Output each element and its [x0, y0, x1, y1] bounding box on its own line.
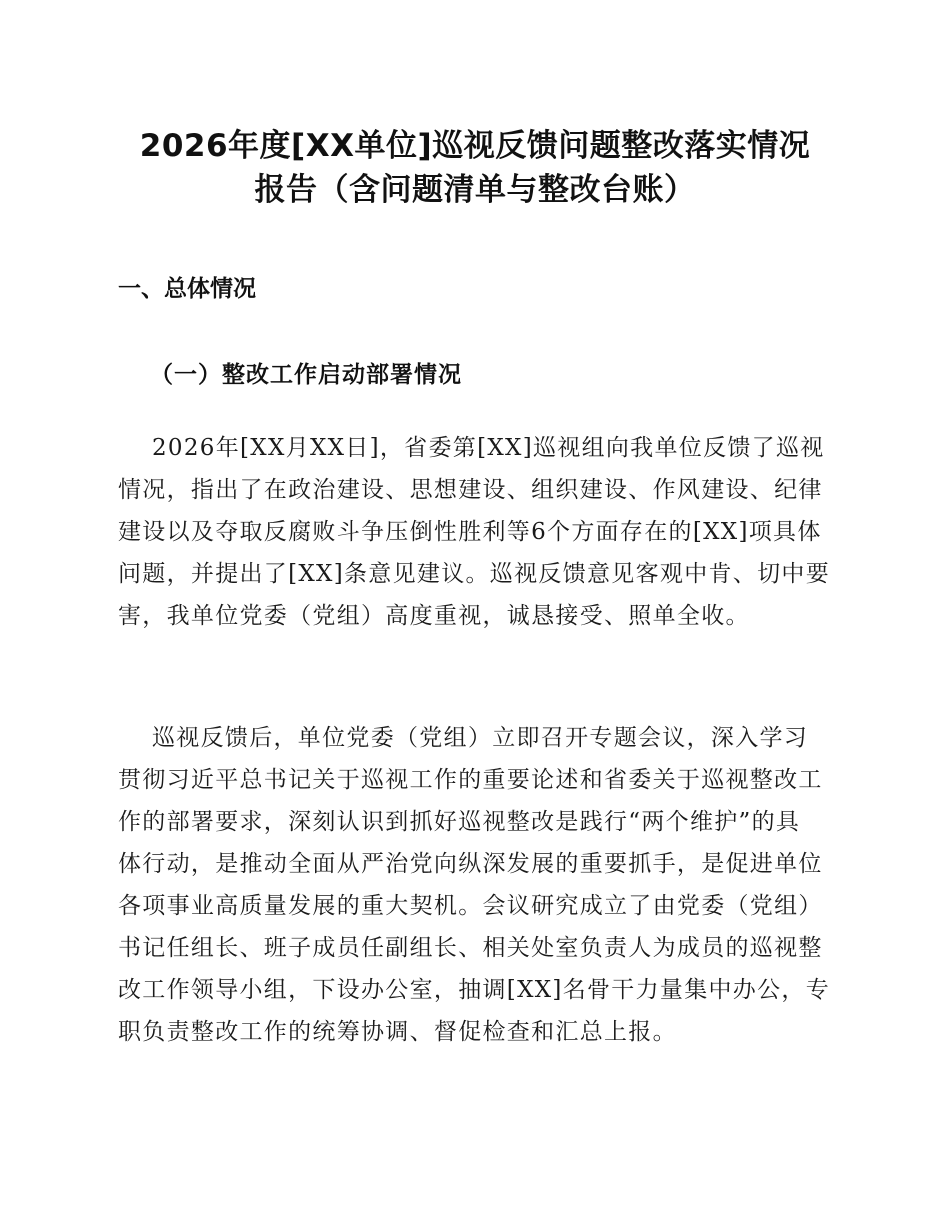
paragraph-1-line: 情况，指出了在政治建设、思想建设、组织建设、作风建设、纪律	[118, 477, 823, 503]
section-heading: 一、总体情况	[118, 276, 256, 302]
paragraph-2-line: 书记任组长、班子成员任副组长、相关处室负责人为成员的巡视整	[118, 935, 823, 961]
paragraph-2-line: 职负责整改工作的统筹协调、督促检查和汇总上报。	[118, 1019, 677, 1045]
paragraph-2-line: 各项事业高质量发展的重大契机。会议研究成立了由党委（党组）	[118, 893, 823, 919]
document-title-line-2: 报告（含问题清单与整改台账）	[254, 172, 696, 208]
paragraph-2-line: 体行动，是推动全面从严治党向纵深发展的重要抓手，是促进单位	[118, 851, 823, 877]
paragraph-1-line: 问题，并提出了[XX]条意见建议。巡视反馈意见客观中肯、切中要	[118, 561, 830, 587]
paragraph-2-line: 巡视反馈后，单位党委（党组）立即召开专题会议，深入学习	[152, 725, 809, 751]
document-title-line-1: 2026年度[XX单位]巡视反馈问题整改落实情况	[139, 128, 811, 164]
paragraph-1-line: 害，我单位党委（党组）高度重视，诚恳接受、照单全收。	[118, 603, 750, 629]
subsection-heading: （一）整改工作启动部署情况	[150, 361, 462, 388]
paragraph-2-line: 贯彻习近平总书记关于巡视工作的重要论述和省委关于巡视整改工	[118, 767, 823, 793]
paragraph-1-line: 2026年[XX月XX日]，省委第[XX]巡视组向我单位反馈了巡视	[152, 435, 825, 461]
paragraph-2	[118, 717, 836, 1053]
paragraph-1-line: 建设以及夺取反腐败斗争压倒性胜利等6个方面存在的[XX]项具体	[118, 519, 822, 545]
paragraph-2-line: 改工作领导小组，下设办公室，抽调[XX]名骨干力量集中办公，专	[118, 977, 830, 1003]
paragraph-2-line: 作的部署要求，深刻认识到抓好巡视整改是践行“两个维护”的具	[118, 809, 801, 835]
paragraph-1	[118, 427, 836, 637]
